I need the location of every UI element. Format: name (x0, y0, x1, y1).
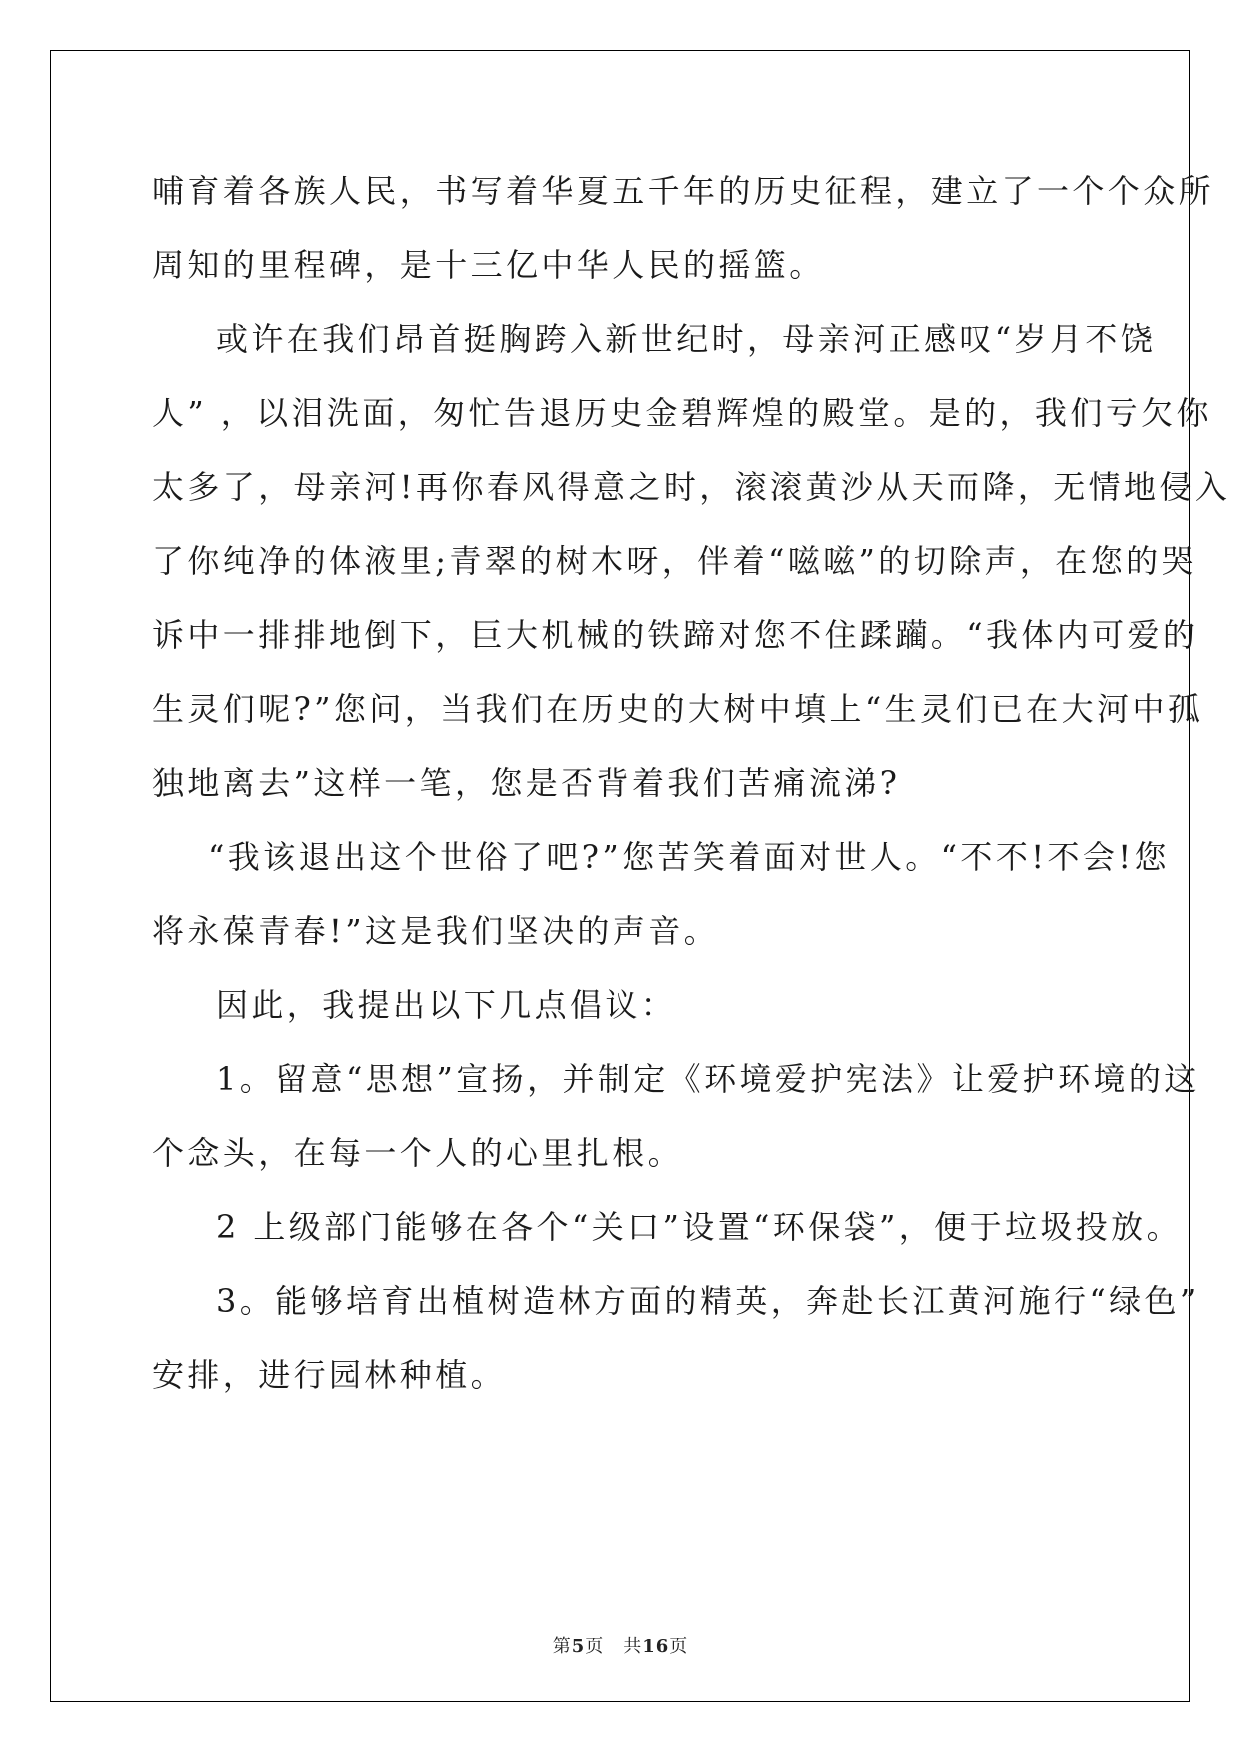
text-line: 太多了，母亲河!再你春风得意之时，滚滚黄沙从天而降，无情地侵入 (152, 468, 1231, 506)
text-line: 2 上级部门能够在各个“关口”设置“环保袋”，便于垃圾投放。 (216, 1208, 1182, 1246)
text-line: 3。能够培育出植树造林方面的精英，奔赴长江黄河施行“绿色” (216, 1282, 1200, 1320)
text-line: 将永葆青春!”这是我们坚决的声音。 (152, 912, 720, 950)
total-pages: 16 (642, 1636, 670, 1657)
current-page: 5 (571, 1636, 586, 1657)
text-line: 安排，进行园林种植。 (152, 1356, 507, 1394)
text-line: 哺育着各族人民，书写着华夏五千年的历史征程，建立了一个个众所 (152, 172, 1215, 210)
text-line: 周知的里程碑，是十三亿中华人民的摇篮。 (152, 246, 825, 284)
text-line: 诉中一排排地倒下，巨大机械的铁蹄对您不住蹂躏。“我体内可爱的 (152, 616, 1199, 654)
text-line: 人” ，以泪洗面，匆忙告退历史金碧辉煌的殿堂。是的，我们亏欠你 (152, 394, 1212, 432)
text-line: 个念头，在每一个人的心里扎根。 (152, 1134, 684, 1172)
text-line: 因此，我提出以下几点倡议： (216, 986, 677, 1024)
document-body (152, 160, 1231, 1418)
text-line: 了你纯净的体液里;青翠的树木呀，伴着“嗞嗞”的切除声，在您的哭 (152, 542, 1197, 580)
text-line: 生灵们呢?”您问，当我们在历史的大树中填上“生灵们已在大河中孤 (152, 690, 1204, 728)
page-mid: 页 共 (585, 1636, 643, 1657)
text-line: 独地离去”这样一笔，您是否背着我们苦痛流涕? (152, 764, 901, 802)
text-line: 1。留意“思想”宣扬，并制定《环境爱护宪法》让爱护环境的这 (216, 1060, 1200, 1098)
page-number (0, 1632, 1241, 1658)
page-prefix: 第 (552, 1636, 572, 1657)
page-suffix: 页 (669, 1636, 689, 1657)
text-line: “我该退出这个世俗了吧?”您苦笑着面对世人。“不不!不会!您 (208, 838, 1170, 876)
text-line: 或许在我们昂首挺胸跨入新世纪时，母亲河正感叹“岁月不饶 (216, 320, 1157, 358)
